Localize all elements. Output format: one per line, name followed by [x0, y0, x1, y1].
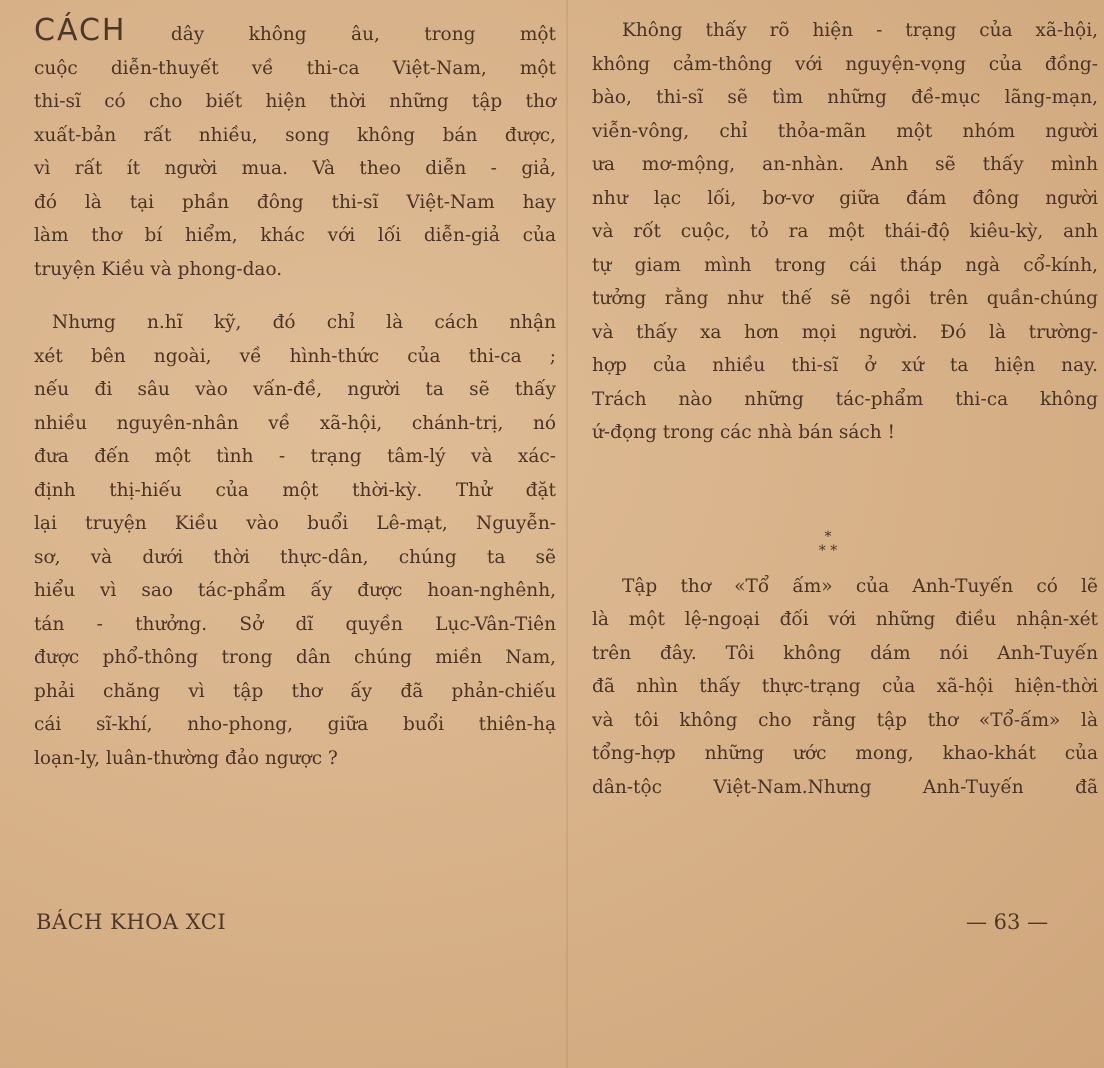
text-line: cái sĩ-khí, nho-phong, giữa buổi thiên-hạ: [34, 714, 556, 735]
text-line: tưởng rằng như thế sẽ ngồi trên quần-chúng: [592, 288, 1098, 309]
text-line: tán - thưởng. Sở dĩ quyền Lục-Vân-Tiên: [34, 613, 556, 635]
page-number: — 63 —: [966, 910, 1049, 934]
text-line: xét bên ngoài, về hình-thức của thi-ca ;: [34, 345, 556, 367]
text-line: tổng-hợp những ước mong, khao-khát của: [592, 743, 1098, 764]
text-line: Tập thơ «Tổ ấm» của Anh-Tuyến có lẽ: [622, 575, 1098, 597]
text-line: và tôi không cho rằng tập thơ «Tổ-ấm» là: [592, 709, 1098, 731]
section-separator: [808, 530, 848, 558]
text-line: làm thơ bí hiểm, khác với lối diễn-giả của: [34, 225, 556, 246]
text-line: hợp của nhiều thi-sĩ ở xứ ta hiện nay.: [592, 355, 1098, 376]
text-line: thi-sĩ có cho biết hiện thời những tập thơ: [34, 91, 556, 112]
text-line: lại truyện Kiều vào buổi Lê-mạt, Nguyễn-: [34, 513, 556, 534]
text-line: bào, thi-sĩ sẽ tìm những đề-mục lãng-mạn,: [592, 87, 1098, 108]
text-line: nhiều nguyên-nhân về xã-hội, chánh-trị, nó: [34, 412, 556, 434]
right-column: [592, 14, 1098, 804]
text-line: đã nhìn thấy thực-trạng của xã-hội hiện-thời: [592, 676, 1098, 697]
separator-star-top: *: [824, 529, 832, 545]
text-line: xuất-bản rất nhiều, song không bán được,: [34, 124, 556, 146]
text-line: loạn-ly, luân-thường đảo ngược ?: [34, 747, 338, 769]
text-line: và rốt cuộc, tỏ ra một thái-độ kiêu-kỳ, anh: [592, 221, 1098, 242]
text-line: Không thấy rõ hiện - trạng của xã-hội,: [622, 20, 1098, 41]
text-line: là một lệ-ngoại đối với những điều nhận-xét: [592, 609, 1098, 630]
text-line: viễn-vông, chỉ thỏa-mãn một nhóm người: [592, 120, 1098, 142]
text-line: sơ, và dưới thời thực-dân, chúng ta sẽ: [34, 546, 556, 568]
center-fold: [566, 0, 568, 1068]
paragraph-gap: [34, 286, 556, 306]
text-line: tự giam mình trong cái tháp ngà cổ-kính,: [592, 254, 1098, 276]
text-line: phải chăng vì tập thơ ấy đã phản-chiếu: [34, 680, 556, 702]
text-line: dân-tộc Việt-Nam.Nhưng Anh-Tuyến đã: [592, 776, 1098, 798]
text-line: cuộc diễn-thuyết về thi-ca Việt-Nam, một: [34, 57, 556, 79]
text-line: định thị-hiếu của một thời-kỳ. Thử đặt: [34, 479, 556, 501]
separator-stars-bottom: * *: [818, 543, 838, 559]
first-line: [34, 14, 556, 52]
text-line: vì rất ít người mua. Và theo diễn - giả,: [34, 158, 556, 179]
text-line: nếu đi sâu vào vấn-đề, người ta sẽ thấy: [34, 379, 556, 400]
text-line: trên đây. Tôi không dám nói Anh-Tuyến: [592, 642, 1098, 664]
text-line: truyện Kiều và phong-dao.: [34, 258, 283, 280]
text-line: ứ-đọng trong các nhà bán sách !: [592, 422, 895, 443]
drop-cap: CÁCH: [34, 13, 127, 48]
text-line: đó là tại phần đông thi-sĩ Việt-Nam hay: [34, 191, 556, 213]
text-line: ưa mơ-mộng, an-nhàn. Anh sẽ thấy mình: [592, 154, 1098, 175]
text-line: được phổ-thông trong dân chúng miền Nam,: [34, 647, 556, 668]
first-line-text: dây không âu, trong một: [126, 24, 556, 45]
text-line: đưa đến một tình - trạng tâm-lý và xác-: [34, 446, 556, 467]
text-line: Nhưng n.hĩ kỹ, đó chỉ là cách nhận: [52, 312, 556, 333]
text-line: hiểu vì sao tác-phẩm ấy được hoan-nghênh,: [34, 580, 556, 601]
text-line: Trách nào những tác-phẩm thi-ca không: [592, 388, 1098, 410]
text-line: và thấy xa hơn mọi người. Đó là trường-: [592, 321, 1098, 343]
text-line: như lạc lối, bơ-vơ giữa đám đông người: [592, 187, 1098, 209]
magazine-footer: BÁCH KHOA XCI: [36, 910, 227, 934]
left-column: [34, 14, 556, 775]
text-line: không cảm-thông với nguyện-vọng của đồng-: [592, 53, 1098, 75]
